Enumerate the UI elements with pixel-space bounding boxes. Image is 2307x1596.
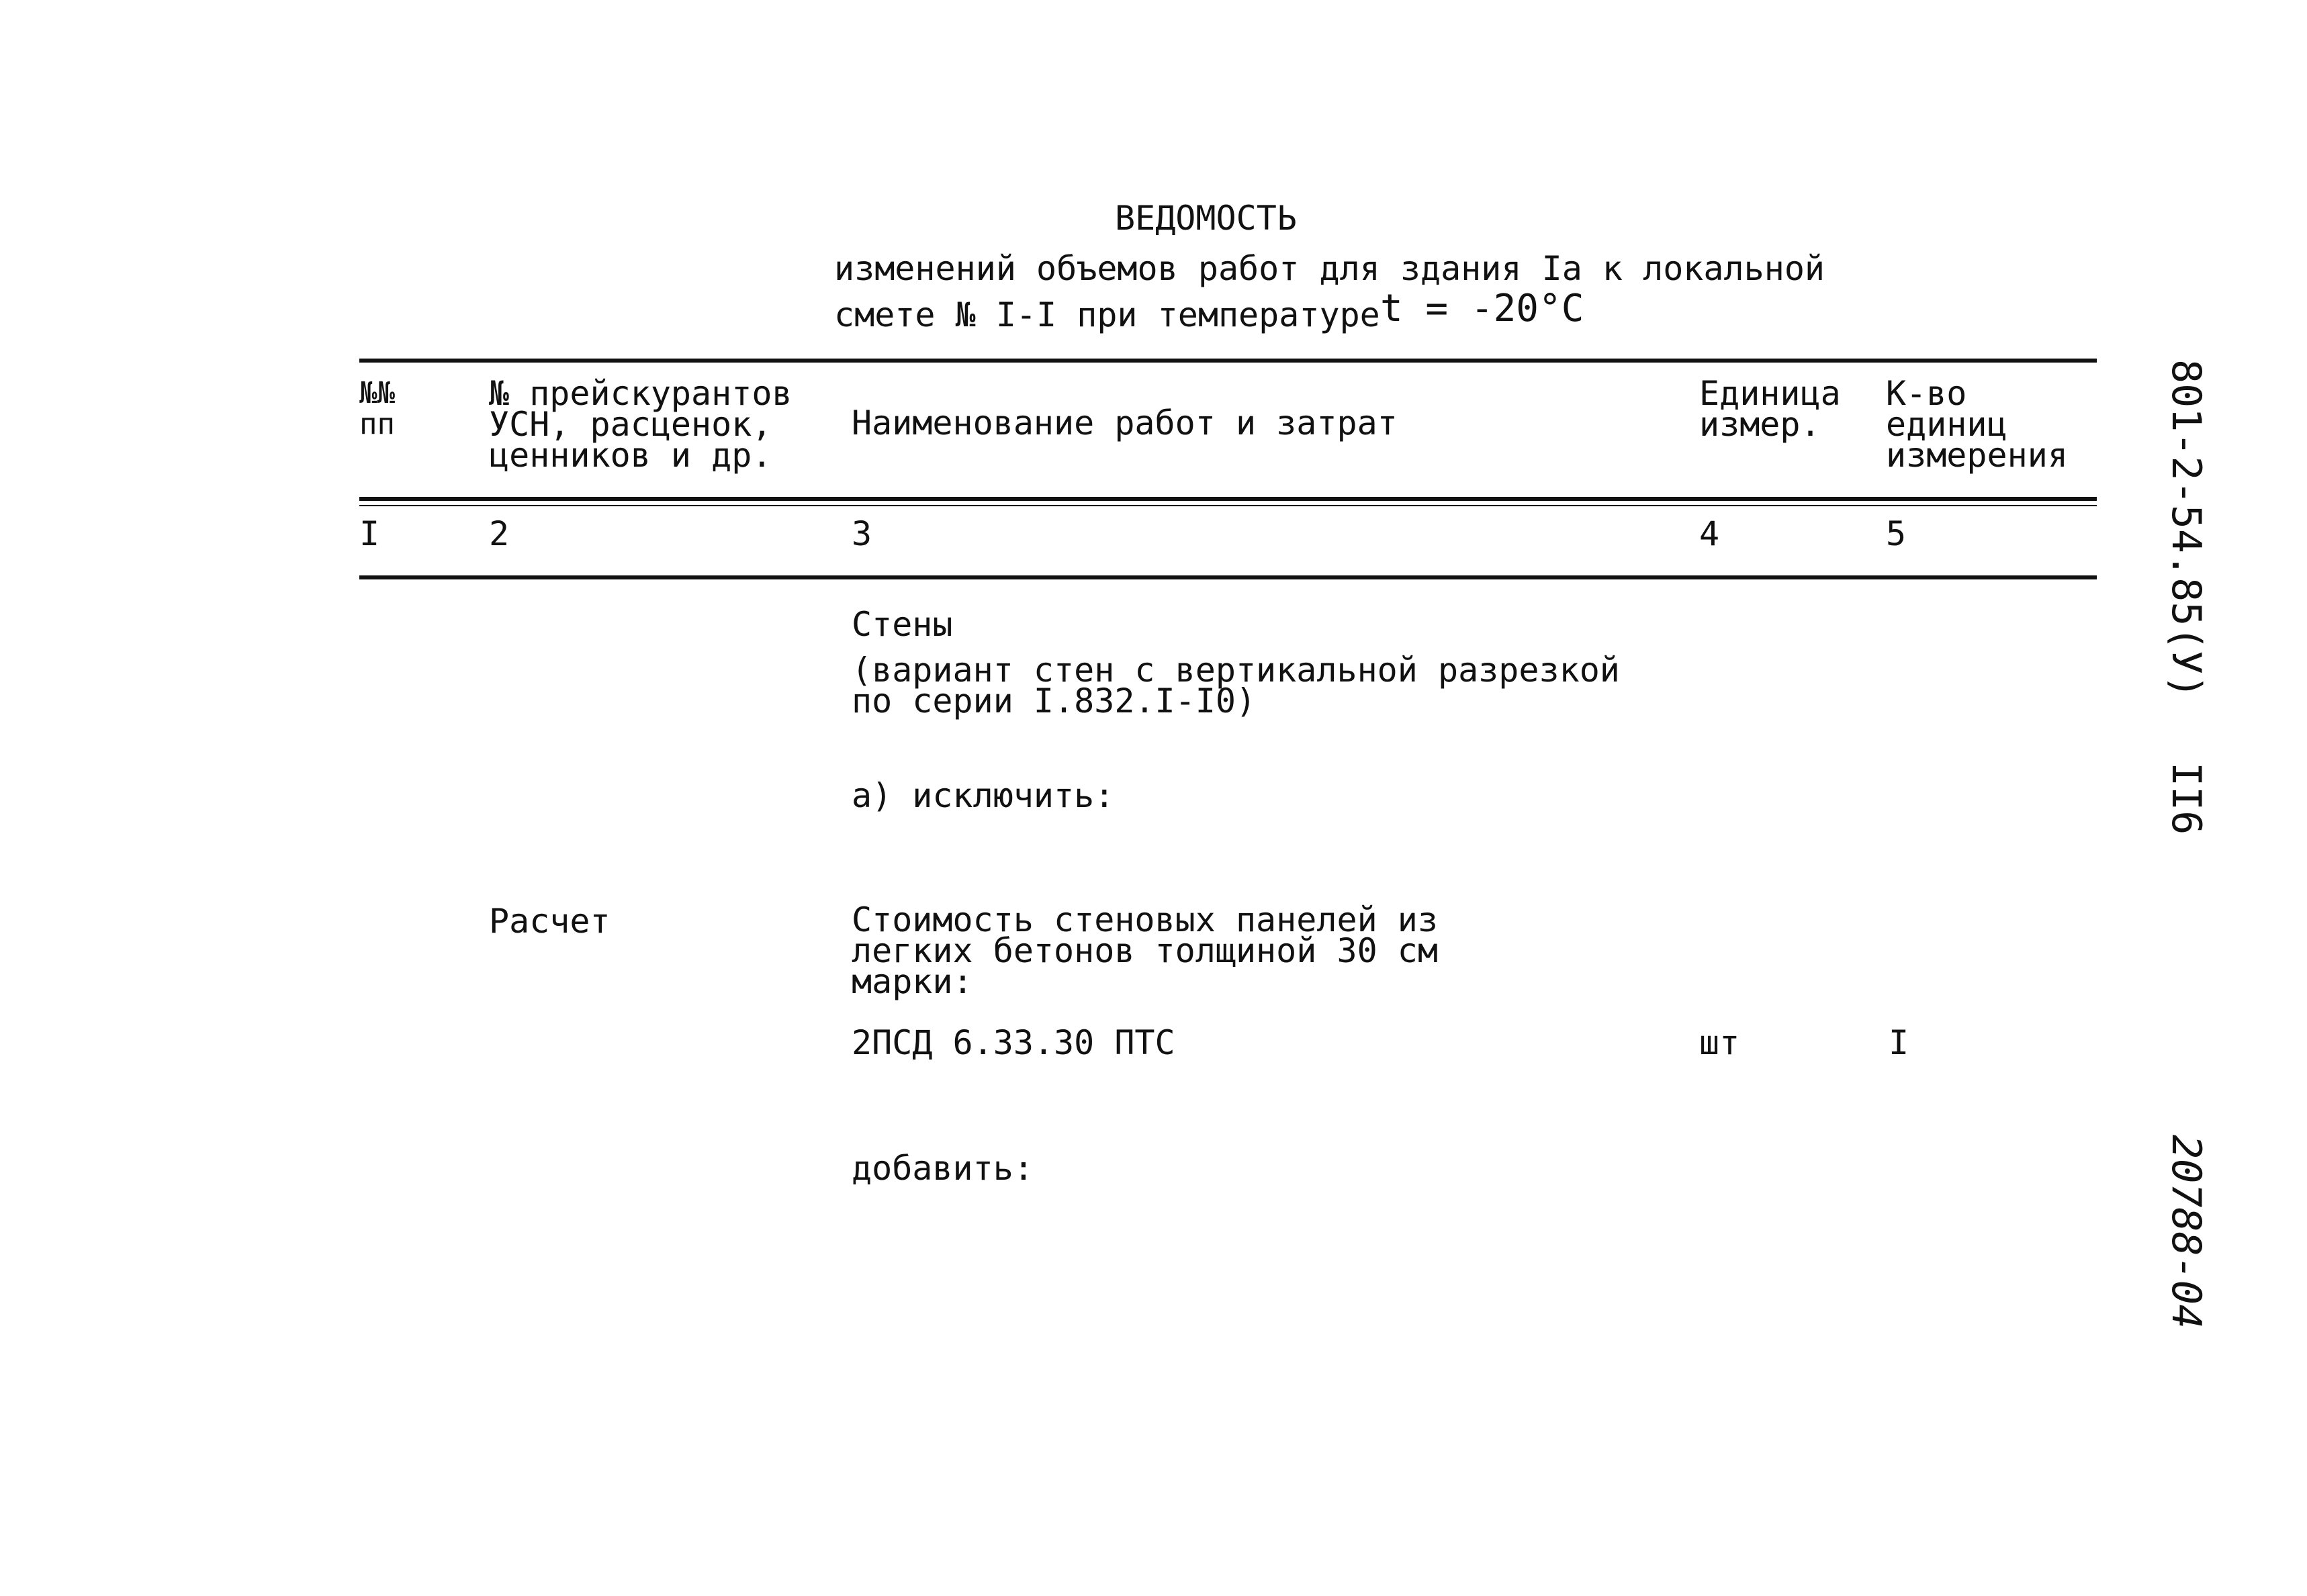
column-header-unit: Единица измер. xyxy=(1699,374,1841,444)
item-name: 2ПСД 6.33.30 ПТС xyxy=(852,1023,1175,1062)
archive-number: 20788-04 xyxy=(2163,1135,2210,1329)
section-title: Стены xyxy=(852,605,953,644)
section-note: (вариант стен с вертикальной разрезкой по серии I.832.I-I0) xyxy=(852,651,1620,720)
column-number-1: I xyxy=(359,514,380,553)
column-number-4: 4 xyxy=(1699,514,1720,553)
document-title: ВЕДОМОСТЬ xyxy=(1115,199,1297,238)
calc-source: Расчет xyxy=(489,902,610,941)
column-header-work-name: Наименование работ и затрат xyxy=(852,404,1398,442)
document-subtitle-line1: изменений объемов работ для здания Iа к локальной xyxy=(834,249,1825,288)
exclude-label: а) исключить: xyxy=(852,776,1115,815)
column-number-2: 2 xyxy=(489,514,510,553)
column-header-price-list: № прейскурантов УСН, расценок, ценников и др. xyxy=(489,374,793,475)
page-number: II6 xyxy=(2163,762,2210,835)
item-unit: шт xyxy=(1699,1023,1740,1062)
column-number-3: 3 xyxy=(852,514,872,553)
column-header-number: №№ пп xyxy=(359,376,395,441)
add-label: добавить: xyxy=(852,1149,1034,1188)
item-quantity: I xyxy=(1889,1023,1909,1062)
table-top-rule xyxy=(359,359,2097,363)
column-numbers-rule xyxy=(359,575,2097,579)
column-header-quantity: К-во единиц измерения xyxy=(1886,374,2068,475)
column-number-5: 5 xyxy=(1886,514,1907,553)
temperature-value: t = -20°C xyxy=(1380,287,1584,330)
document-code: 801-2-54.85(У) xyxy=(2163,359,2210,699)
document-subtitle-line2: смете № I-I при температуре xyxy=(834,295,1380,334)
header-bottom-rule xyxy=(359,497,2097,501)
header-bottom-rule-thin xyxy=(359,505,2097,506)
calc-description: Стоимость стеновых панелей из легких бетонов толщиной 30 см марки: xyxy=(852,900,1438,1001)
